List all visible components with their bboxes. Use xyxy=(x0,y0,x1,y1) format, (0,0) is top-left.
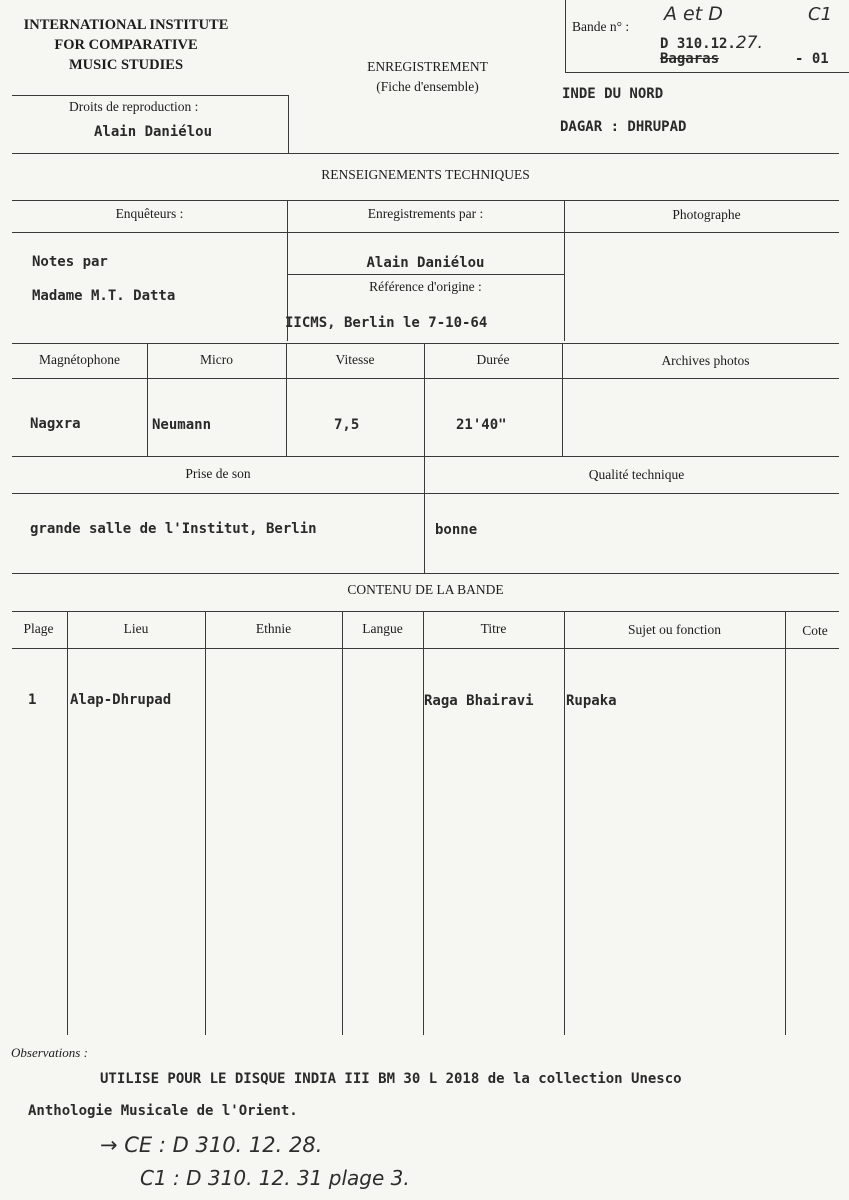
tape-number xyxy=(660,33,763,53)
photo-archive-label: Archives photos xyxy=(661,353,750,368)
rights-label: Droits de reproduction : xyxy=(69,99,199,114)
recorded-by-label: Enregistrements par : xyxy=(367,206,484,221)
institute-name xyxy=(8,15,244,75)
row-titre: Raga Bhairavi xyxy=(424,693,534,709)
observations-hand-line-2: C1 : D 310. 12. 31 plage 3. xyxy=(140,1166,410,1190)
micro-label: Micro xyxy=(200,352,233,367)
observations-label: Observations : xyxy=(11,1045,88,1060)
investigators-label: Enquêteurs : xyxy=(115,206,184,221)
recorder-value: Nagxra xyxy=(30,416,81,432)
form-title: ENREGISTREMENT xyxy=(367,59,488,74)
col-header-sujet: Sujet ou fonction xyxy=(628,622,721,637)
col-header-titre: Titre xyxy=(480,621,507,636)
col-header-plage: Plage xyxy=(23,621,54,636)
photographer-label: Photographe xyxy=(672,207,741,222)
recorded-by-value: Alain Daniélou xyxy=(366,255,485,271)
tape-suffix: - 01 xyxy=(795,51,829,67)
tape-hand-corner: C1 xyxy=(808,4,833,25)
contents-section-title: CONTENU DE LA BANDE xyxy=(347,582,504,597)
tech-quality-value: bonne xyxy=(435,522,478,538)
observations-line-2: Anthologie Musicale de l'Orient. xyxy=(28,1103,298,1119)
row-plage: 1 xyxy=(28,692,37,708)
col-header-cote: Cote xyxy=(802,623,828,638)
observations-hand-line-1: → CE : D 310. 12. 28. xyxy=(100,1133,323,1157)
row-lieu: Alap-Dhrupad xyxy=(70,692,172,708)
duration-label: Durée xyxy=(476,352,510,367)
recorder-label: Magnétophone xyxy=(39,352,120,367)
genre: DAGAR : DHRUPAD xyxy=(560,119,687,135)
micro-value: Neumann xyxy=(152,417,212,433)
technical-section-title: RENSEIGNEMENTS TECHNIQUES xyxy=(321,167,530,182)
tape-struck-text: Bagaras xyxy=(660,51,720,67)
form-title-block xyxy=(330,57,525,97)
sound-capture-value: grande salle de l'Institut, Berlin xyxy=(30,521,317,537)
origin-ref-value: IICMS, Berlin le 7-10-64 xyxy=(285,315,488,331)
sound-capture-label: Prise de son xyxy=(185,466,251,481)
form-subtitle: (Fiche d'ensemble) xyxy=(376,79,479,94)
speed-label: Vitesse xyxy=(335,352,375,367)
observations-line-1: UTILISE POUR LE DISQUE INDIA III BM 30 L 2018 de la collection Unesco xyxy=(100,1071,682,1087)
row-sujet: Rupaka xyxy=(566,693,617,709)
institute-line-3: MUSIC STUDIES xyxy=(68,57,184,73)
rights-value: Alain Daniélou xyxy=(94,124,213,140)
speed-value: 7,5 xyxy=(334,417,360,433)
institute-line-2: FOR COMPARATIVE xyxy=(54,37,198,53)
col-header-ethnie: Ethnie xyxy=(255,621,292,636)
tape-number-label: Bande n° : xyxy=(572,19,630,34)
origin-ref-label: Référence d'origine : xyxy=(369,279,482,294)
region: INDE DU NORD xyxy=(562,86,664,102)
duration-value: 21'40" xyxy=(456,417,507,433)
tape-hand-note: A et D xyxy=(664,3,723,25)
notes-line-1: Notes par xyxy=(32,254,108,270)
col-header-lieu: Lieu xyxy=(123,621,149,636)
notes-line-2: Madame M.T. Datta xyxy=(32,288,176,304)
tape-number-hand: 27. xyxy=(735,33,763,53)
tech-quality-label: Qualité technique xyxy=(588,467,685,482)
col-header-langue: Langue xyxy=(362,621,403,636)
institute-line-1: INTERNATIONAL INSTITUTE xyxy=(23,17,229,33)
tape-number-prefix: D 310.12. xyxy=(660,36,736,52)
